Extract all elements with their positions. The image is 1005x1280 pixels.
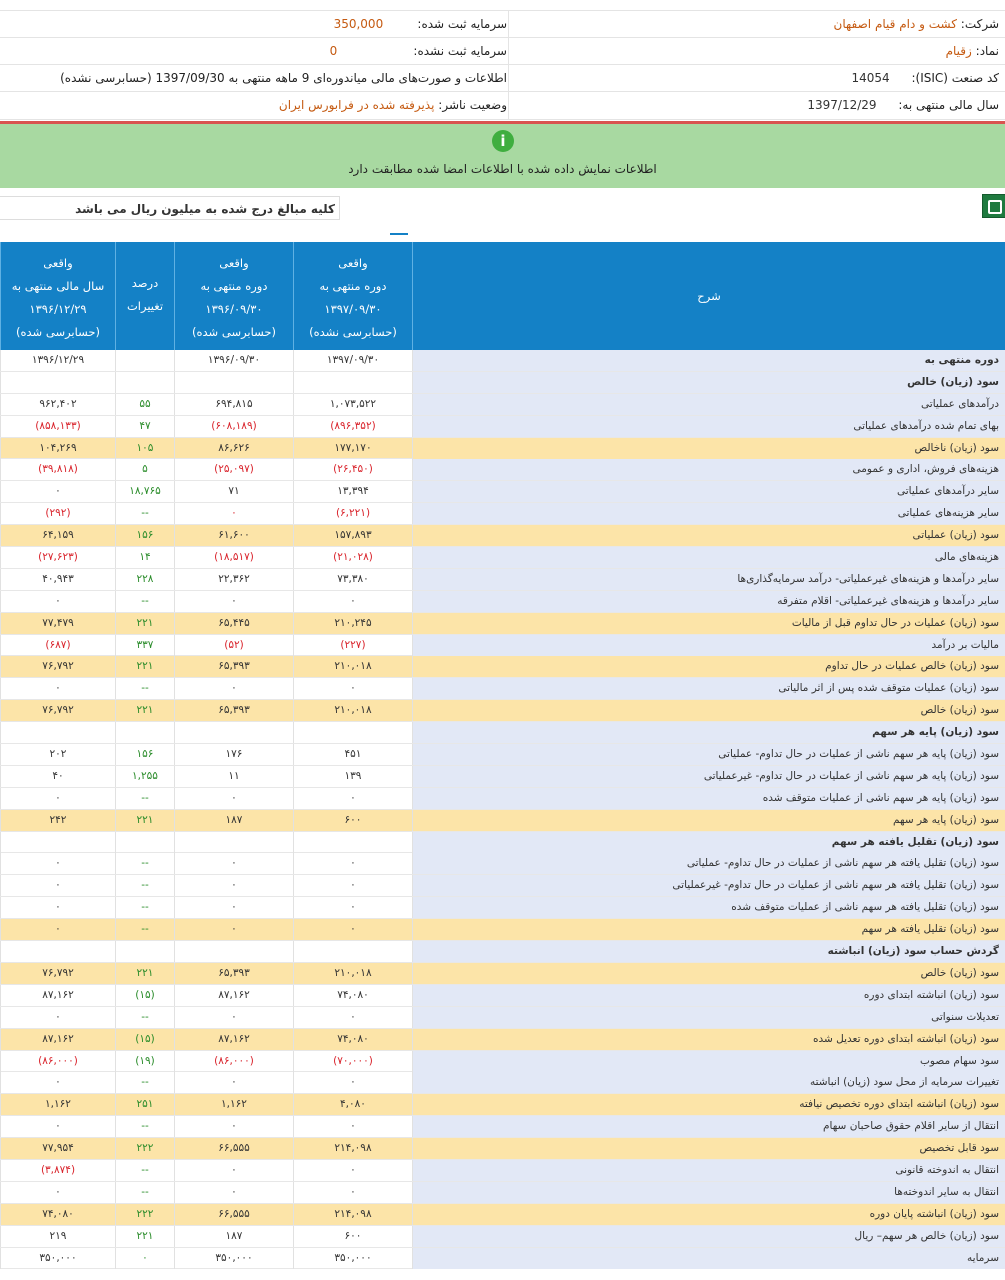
table-row (0, 481, 1005, 503)
cell-change-percent (115, 350, 174, 371)
cell-current-period: ۲۱۴,۰۹۸ (293, 1138, 412, 1159)
table-row (0, 1138, 1005, 1160)
header-row-3 (0, 64, 1005, 92)
cell-prev-period: ۰ (174, 897, 293, 918)
cell-prev-period: ۶۵,۴۴۵ (174, 613, 293, 634)
row-description: گردش حساب سود (زیان) انباشته (412, 941, 1005, 962)
cell-prev-period: ۸۷,۱۶۲ (174, 985, 293, 1006)
table-row (0, 438, 1005, 460)
status-label: وضعیت ناشر: (438, 98, 507, 112)
symbol-field (946, 38, 999, 65)
cell-current-period: ۰ (293, 788, 412, 809)
cell-change-percent (115, 941, 174, 962)
cell-prev-period: ۳۵۰,۰۰۰ (174, 1248, 293, 1269)
row-description: سود (زیان) عملیات متوقف شده پس از اثر مالیاتی (412, 678, 1005, 699)
row-description: سایر هزینه‌های عملیاتی (412, 503, 1005, 524)
row-description: هزینه‌های فروش، اداری و عمومی (412, 459, 1005, 480)
cell-fiscal-year: ۰ (0, 853, 115, 874)
cell-change-percent: ۲۵۱ (115, 1094, 174, 1115)
statement-info-text: اطلاعات و صورت‌های مالی میاندوره‌ای 9 ماهه منتهی به 1397/09/30 (حسابرسی نشده) (60, 71, 507, 85)
row-description: سود (زیان) خالص (412, 700, 1005, 721)
table-row (0, 1182, 1005, 1204)
cell-current-period (293, 372, 412, 393)
cell-fiscal-year: ۱,۱۶۲ (0, 1094, 115, 1115)
cell-change-percent: -- (115, 1182, 174, 1203)
table-row (0, 1204, 1005, 1226)
col-header-current-period: واقعی دوره منتهی به ۱۳۹۷/۰۹/۳۰ (حسابرسی نشده) (293, 242, 412, 350)
symbol-value: زقیام (945, 44, 972, 58)
table-row (0, 591, 1005, 613)
cell-current-period: ۰ (293, 678, 412, 699)
cell-current-period: ۱۳۹۷/۰۹/۳۰ (293, 350, 412, 371)
header-row-4 (0, 91, 1005, 120)
cell-change-percent: (۱۹) (115, 1051, 174, 1072)
cell-fiscal-year: ۰ (0, 897, 115, 918)
cell-fiscal-year: ۰ (0, 1072, 115, 1093)
cell-current-period: (۷۰,۰۰۰) (293, 1051, 412, 1072)
row-description: مالیات بر درآمد (412, 635, 1005, 656)
row-description: سرمایه (412, 1248, 1005, 1269)
row-description: سود (زیان) تقلیل یافته هر سهم ناشی از عملیات در حال تداوم- غیرعملیاتی (412, 875, 1005, 896)
cell-fiscal-year: ۴۰ (0, 766, 115, 787)
cell-fiscal-year: (۲۹۲) (0, 503, 115, 524)
reg-capital-value: 350,000 (333, 17, 384, 31)
cell-prev-period: ۱۷۶ (174, 744, 293, 765)
cell-current-period: ۳۵۰,۰۰۰ (293, 1248, 412, 1269)
cell-fiscal-year (0, 372, 115, 393)
table-row (0, 897, 1005, 919)
row-description: سود قابل تخصیص (412, 1138, 1005, 1159)
cell-prev-period (174, 941, 293, 962)
cell-fiscal-year: (۲۷,۶۲۳) (0, 547, 115, 568)
cell-prev-period: ۶۵,۳۹۳ (174, 656, 293, 677)
cell-change-percent: -- (115, 503, 174, 524)
cell-current-period: ۶۰۰ (293, 1226, 412, 1247)
cell-prev-period: ۲۲,۳۶۲ (174, 569, 293, 590)
cell-prev-period: ۷۱ (174, 481, 293, 502)
table-row (0, 744, 1005, 766)
table-row (0, 678, 1005, 700)
info-icon: i (492, 130, 514, 152)
table-row (0, 1116, 1005, 1138)
cell-change-percent: ۲۲۱ (115, 810, 174, 831)
cell-fiscal-year: ۳۵۰,۰۰۰ (0, 1248, 115, 1269)
row-description: تغییرات سرمایه از محل سود (زیان) انباشته (412, 1072, 1005, 1093)
cell-change-percent: ۲۲۱ (115, 700, 174, 721)
cell-change-percent: ۰ (115, 1248, 174, 1269)
cell-fiscal-year: ۰ (0, 788, 115, 809)
cell-current-period: ۲۱۴,۰۹۸ (293, 1204, 412, 1225)
cell-change-percent: ۲۲۲ (115, 1204, 174, 1225)
cell-fiscal-year: ۲۴۲ (0, 810, 115, 831)
cell-current-period: ۰ (293, 1160, 412, 1181)
cell-current-period: ۷۳,۳۸۰ (293, 569, 412, 590)
excel-export-icon[interactable] (982, 194, 1005, 218)
table-row (0, 1094, 1005, 1116)
cell-prev-period: ۰ (174, 875, 293, 896)
unreg-capital-field (330, 38, 507, 65)
row-description: هزینه‌های مالی (412, 547, 1005, 568)
cell-current-period: ۰ (293, 1182, 412, 1203)
reg-capital-label: سرمایه ثبت شده: (417, 17, 507, 31)
row-description: سود (زیان) پایه هر سهم ناشی از عملیات در حال تداوم- غیرعملیاتی (412, 766, 1005, 787)
cell-change-percent: ۱۵۶ (115, 525, 174, 546)
cell-change-percent: ۲۲۱ (115, 963, 174, 984)
cell-prev-period: ۰ (174, 1116, 293, 1137)
cell-current-period: ۰ (293, 1116, 412, 1137)
fiscal-value: 1397/12/29 (807, 98, 877, 112)
cell-change-percent (115, 832, 174, 853)
cell-change-percent: (۱۵) (115, 1029, 174, 1050)
cell-fiscal-year: ۰ (0, 678, 115, 699)
cell-fiscal-year: ۱۰۴,۲۶۹ (0, 438, 115, 459)
cell-change-percent: -- (115, 1160, 174, 1181)
row-description: سود (زیان) پایه هر سهم (412, 722, 1005, 743)
cell-fiscal-year: ۷۶,۷۹۲ (0, 656, 115, 677)
cell-current-period: ۱۳,۳۹۴ (293, 481, 412, 502)
row-description: سود (زیان) پایه هر سهم ناشی از عملیات متوقف شده (412, 788, 1005, 809)
cell-fiscal-year: ۷۶,۷۹۲ (0, 700, 115, 721)
cell-fiscal-year: ۴۰,۹۴۳ (0, 569, 115, 590)
cell-fiscal-year: ۶۴,۱۵۹ (0, 525, 115, 546)
cell-prev-period: (۲۵,۰۹۷) (174, 459, 293, 480)
table-row (0, 372, 1005, 394)
cell-fiscal-year: ۷۷,۴۷۹ (0, 613, 115, 634)
table-row (0, 416, 1005, 438)
table-row (0, 875, 1005, 897)
cell-fiscal-year: ۱۳۹۶/۱۲/۲۹ (0, 350, 115, 371)
cell-current-period: ۰ (293, 853, 412, 874)
table-row (0, 1160, 1005, 1182)
cell-prev-period: (۵۲) (174, 635, 293, 656)
tab-indicator (390, 233, 408, 235)
cell-current-period: ۷۴,۰۸۰ (293, 1029, 412, 1050)
row-description: انتقال از سایر اقلام حقوق صاحبان سهام (412, 1116, 1005, 1137)
cell-fiscal-year (0, 941, 115, 962)
header-row-1 (0, 10, 1005, 38)
cell-current-period: ۲۱۰,۲۴۵ (293, 613, 412, 634)
row-description: سود (زیان) انباشته پایان دوره (412, 1204, 1005, 1225)
cell-prev-period: ۶۱,۶۰۰ (174, 525, 293, 546)
cell-prev-period: ۰ (174, 1072, 293, 1093)
row-description: سایر درآمدها و هزینه‌های غیرعملیاتی- اقلام متفرقه (412, 591, 1005, 612)
table-row (0, 350, 1005, 372)
cell-change-percent: ۵ (115, 459, 174, 480)
table-row (0, 941, 1005, 963)
cell-fiscal-year: (۸۶,۰۰۰) (0, 1051, 115, 1072)
row-description: سود (زیان) خالص هر سهم– ریال (412, 1226, 1005, 1247)
cell-current-period: ۰ (293, 591, 412, 612)
cell-prev-period: ۶۵,۳۹۳ (174, 700, 293, 721)
cell-change-percent: ۱۴ (115, 547, 174, 568)
cell-change-percent: -- (115, 875, 174, 896)
cell-change-percent (115, 722, 174, 743)
cell-change-percent: -- (115, 678, 174, 699)
cell-fiscal-year: ۰ (0, 1116, 115, 1137)
cell-fiscal-year: (۸۵۸,۱۳۳) (0, 416, 115, 437)
row-description: سایر درآمدها و هزینه‌های غیرعملیاتی- درآمد سرمایه‌گذاری‌ها (412, 569, 1005, 590)
cell-current-period: ۴۵۱ (293, 744, 412, 765)
row-description: سود (زیان) خالص (412, 963, 1005, 984)
cell-change-percent: -- (115, 788, 174, 809)
table-row (0, 1072, 1005, 1094)
table-row (0, 525, 1005, 547)
unreg-capital-label: سرمایه ثبت نشده: (413, 44, 507, 58)
cell-change-percent: ۵۵ (115, 394, 174, 415)
cell-fiscal-year: ۷۴,۰۸۰ (0, 1204, 115, 1225)
cell-current-period: ۲۱۰,۰۱۸ (293, 963, 412, 984)
cell-change-percent: ۲۲۱ (115, 1226, 174, 1247)
status-field (279, 92, 507, 119)
cell-prev-period: (۶۰۸,۱۸۹) (174, 416, 293, 437)
status-value: پذیرفته شده در فرابورس ایران (278, 98, 435, 112)
cell-prev-period: ۸۷,۱۶۲ (174, 1029, 293, 1050)
table-row (0, 700, 1005, 722)
cell-change-percent: -- (115, 897, 174, 918)
cell-prev-period (174, 372, 293, 393)
cell-fiscal-year (0, 722, 115, 743)
fiscal-field (807, 92, 999, 119)
cell-change-percent: (۱۵) (115, 985, 174, 1006)
cell-change-percent: -- (115, 1007, 174, 1028)
cell-current-period: ۰ (293, 1007, 412, 1028)
cell-prev-period (174, 722, 293, 743)
cell-current-period: ۱,۰۷۳,۵۲۲ (293, 394, 412, 415)
row-description: سود (زیان) عملیات در حال تداوم قبل از مالیات (412, 613, 1005, 634)
cell-fiscal-year: ۰ (0, 481, 115, 502)
cell-fiscal-year: ۰ (0, 919, 115, 940)
table-header (0, 242, 1005, 350)
cell-current-period (293, 941, 412, 962)
row-description: تعدیلات سنواتی (412, 1007, 1005, 1028)
row-description: سود (زیان) انباشته ابتدای دوره تعدیل شده (412, 1029, 1005, 1050)
notice-text: اطلاعات نمایش داده شده با اطلاعات امضا شده مطابقت دارد (348, 162, 657, 176)
cell-prev-period: ۰ (174, 1182, 293, 1203)
cell-prev-period (174, 832, 293, 853)
cell-current-period: ۰ (293, 897, 412, 918)
cell-prev-period: ۱۳۹۶/۰۹/۳۰ (174, 350, 293, 371)
row-description: انتقال به اندوخته قانونی (412, 1160, 1005, 1181)
report-header (0, 10, 1005, 120)
row-description: سود (زیان) تقلیل یافته هر سهم ناشی از عملیات در حال تداوم- عملیاتی (412, 853, 1005, 874)
table-row (0, 1248, 1005, 1270)
row-description: سود (زیان) خالص عملیات در حال تداوم (412, 656, 1005, 677)
cell-prev-period: ۶۵,۳۹۳ (174, 963, 293, 984)
company-field (834, 11, 999, 38)
cell-current-period: (۸۹۶,۳۵۲) (293, 416, 412, 437)
cell-fiscal-year: (۳۹,۸۱۸) (0, 459, 115, 480)
table-row (0, 547, 1005, 569)
table-row (0, 722, 1005, 744)
table-row (0, 766, 1005, 788)
row-description: سود (زیان) انباشته ابتدای دوره تخصیص نیافته (412, 1094, 1005, 1115)
cell-fiscal-year: ۰ (0, 1182, 115, 1203)
cell-prev-period: ۰ (174, 591, 293, 612)
cell-fiscal-year: ۰ (0, 875, 115, 896)
table-row (0, 613, 1005, 635)
cell-change-percent: -- (115, 1072, 174, 1093)
cell-prev-period: ۰ (174, 853, 293, 874)
cell-fiscal-year: ۸۷,۱۶۲ (0, 985, 115, 1006)
row-description: سود (زیان) انباشته ابتدای دوره (412, 985, 1005, 1006)
cell-current-period: ۱۷۷,۱۷۰ (293, 438, 412, 459)
cell-change-percent: ۲۲۱ (115, 613, 174, 634)
cell-fiscal-year: (۳,۸۷۴) (0, 1160, 115, 1181)
cell-current-period (293, 832, 412, 853)
cell-prev-period: (۸۶,۰۰۰) (174, 1051, 293, 1072)
cell-fiscal-year (0, 832, 115, 853)
col-header-year: واقعی سال مالی منتهی به ۱۳۹۶/۱۲/۲۹ (حسابرسی شده) (0, 242, 115, 350)
table-row (0, 1029, 1005, 1051)
table-row (0, 1051, 1005, 1073)
row-description: بهای تمام شده درآمدهای عملیاتی (412, 416, 1005, 437)
verification-notice (0, 124, 1005, 188)
cell-current-period: ۷۴,۰۸۰ (293, 985, 412, 1006)
cell-fiscal-year: ۰ (0, 591, 115, 612)
row-description: سود (زیان) خالص (412, 372, 1005, 393)
cell-current-period: ۰ (293, 1072, 412, 1093)
table-row (0, 963, 1005, 985)
cell-change-percent: -- (115, 591, 174, 612)
cell-change-percent: ۴۷ (115, 416, 174, 437)
cell-change-percent: ۳۳۷ (115, 635, 174, 656)
cell-prev-period: ۶۶,۵۵۵ (174, 1204, 293, 1225)
row-description: سود (زیان) پایه هر سهم ناشی از عملیات در حال تداوم- عملیاتی (412, 744, 1005, 765)
col-header-description: شرح (412, 242, 1005, 350)
row-description: دوره منتهی به (412, 350, 1005, 371)
cell-current-period: ۰ (293, 875, 412, 896)
table-row (0, 569, 1005, 591)
company-label: شرکت: (960, 17, 999, 31)
row-description: سایر درآمدهای عملیاتی (412, 481, 1005, 502)
row-description: درآمدهای عملیاتی (412, 394, 1005, 415)
cell-change-percent: ۱۰۵ (115, 438, 174, 459)
cell-current-period: ۴,۰۸۰ (293, 1094, 412, 1115)
cell-current-period: ۲۱۰,۰۱۸ (293, 656, 412, 677)
company-value: کشت و دام قیام اصفهان (833, 17, 957, 31)
table-body (0, 350, 1005, 1269)
statement-info (60, 65, 507, 92)
cell-current-period: (۲۶,۴۵۰) (293, 459, 412, 480)
cell-prev-period: ۶۹۴,۸۱۵ (174, 394, 293, 415)
col-header-change: درصد تغییرات (115, 242, 174, 350)
cell-prev-period: ۰ (174, 1007, 293, 1028)
cell-fiscal-year: ۹۶۲,۴۰۲ (0, 394, 115, 415)
cell-current-period: ۱۵۷,۸۹۳ (293, 525, 412, 546)
cell-current-period (293, 722, 412, 743)
table-row (0, 788, 1005, 810)
isic-label: کد صنعت (ISIC): (911, 71, 999, 85)
cell-change-percent: ۲۲۲ (115, 1138, 174, 1159)
cell-prev-period: ۰ (174, 678, 293, 699)
table-row (0, 656, 1005, 678)
header-row-2 (0, 37, 1005, 65)
cell-change-percent: ۲۲۱ (115, 656, 174, 677)
cell-current-period: ۱۳۹ (293, 766, 412, 787)
cell-prev-period: ۶۶,۵۵۵ (174, 1138, 293, 1159)
col-header-prev-period: واقعی دوره منتهی به ۱۳۹۶/۰۹/۳۰ (حسابرسی شده) (174, 242, 293, 350)
row-description: سود (زیان) عملیاتی (412, 525, 1005, 546)
row-description: سود سهام مصوب (412, 1051, 1005, 1072)
cell-prev-period: ۱,۱۶۲ (174, 1094, 293, 1115)
row-description: سود (زیان) تقلیل یافته هر سهم (412, 919, 1005, 940)
isic-value: 14054 (851, 71, 890, 85)
cell-fiscal-year: ۲۰۲ (0, 744, 115, 765)
table-row (0, 503, 1005, 525)
unreg-capital-value: 0 (329, 44, 338, 58)
cell-change-percent: ۱۵۶ (115, 744, 174, 765)
cell-fiscal-year: (۶۸۷) (0, 635, 115, 656)
table-row (0, 919, 1005, 941)
cell-prev-period: ۰ (174, 788, 293, 809)
cell-current-period: ۲۱۰,۰۱۸ (293, 700, 412, 721)
cell-change-percent: -- (115, 853, 174, 874)
table-row (0, 1007, 1005, 1029)
table-row (0, 985, 1005, 1007)
row-description: سود (زیان) تقلیل یافته هر سهم (412, 832, 1005, 853)
cell-current-period: ۶۰۰ (293, 810, 412, 831)
cell-prev-period: (۱۸,۵۱۷) (174, 547, 293, 568)
cell-prev-period: ۱۱ (174, 766, 293, 787)
isic-field (851, 65, 999, 92)
cell-fiscal-year: ۲۱۹ (0, 1226, 115, 1247)
cell-prev-period: ۰ (174, 503, 293, 524)
table-row (0, 394, 1005, 416)
table-row (0, 1226, 1005, 1248)
cell-current-period: ۰ (293, 919, 412, 940)
cell-current-period: (۲۲۷) (293, 635, 412, 656)
table-row (0, 832, 1005, 854)
row-description: انتقال به سایر اندوخته‌ها (412, 1182, 1005, 1203)
cell-fiscal-year: ۸۷,۱۶۲ (0, 1029, 115, 1050)
table-row (0, 853, 1005, 875)
cell-change-percent: -- (115, 919, 174, 940)
unit-note: کلیه مبالغ درج شده به میلیون ریال می باشد (0, 196, 340, 220)
cell-fiscal-year: ۷۷,۹۵۴ (0, 1138, 115, 1159)
cell-fiscal-year: ۰ (0, 1007, 115, 1028)
row-description: سود (زیان) تقلیل یافته هر سهم ناشی از عملیات متوقف شده (412, 897, 1005, 918)
cell-prev-period: ۰ (174, 1160, 293, 1181)
cell-current-period: (۲۱,۰۲۸) (293, 547, 412, 568)
cell-prev-period: ۸۶,۶۲۶ (174, 438, 293, 459)
cell-change-percent: ۲۲۸ (115, 569, 174, 590)
symbol-label: نماد: (975, 44, 999, 58)
cell-current-period: (۶,۲۲۱) (293, 503, 412, 524)
cell-change-percent (115, 372, 174, 393)
cell-prev-period: ۰ (174, 919, 293, 940)
cell-prev-period: ۱۸۷ (174, 1226, 293, 1247)
cell-fiscal-year: ۷۶,۷۹۲ (0, 963, 115, 984)
cell-change-percent: -- (115, 1116, 174, 1137)
cell-prev-period: ۱۸۷ (174, 810, 293, 831)
cell-change-percent: ۱۸,۷۶۵ (115, 481, 174, 502)
row-description: سود (زیان) پایه هر سهم (412, 810, 1005, 831)
reg-capital-field (334, 11, 507, 38)
cell-change-percent: ۱,۲۵۵ (115, 766, 174, 787)
table-row (0, 810, 1005, 832)
row-description: سود (زیان) ناخالص (412, 438, 1005, 459)
table-row (0, 635, 1005, 657)
fiscal-label: سال مالی منتهی به: (898, 98, 999, 112)
table-row (0, 459, 1005, 481)
